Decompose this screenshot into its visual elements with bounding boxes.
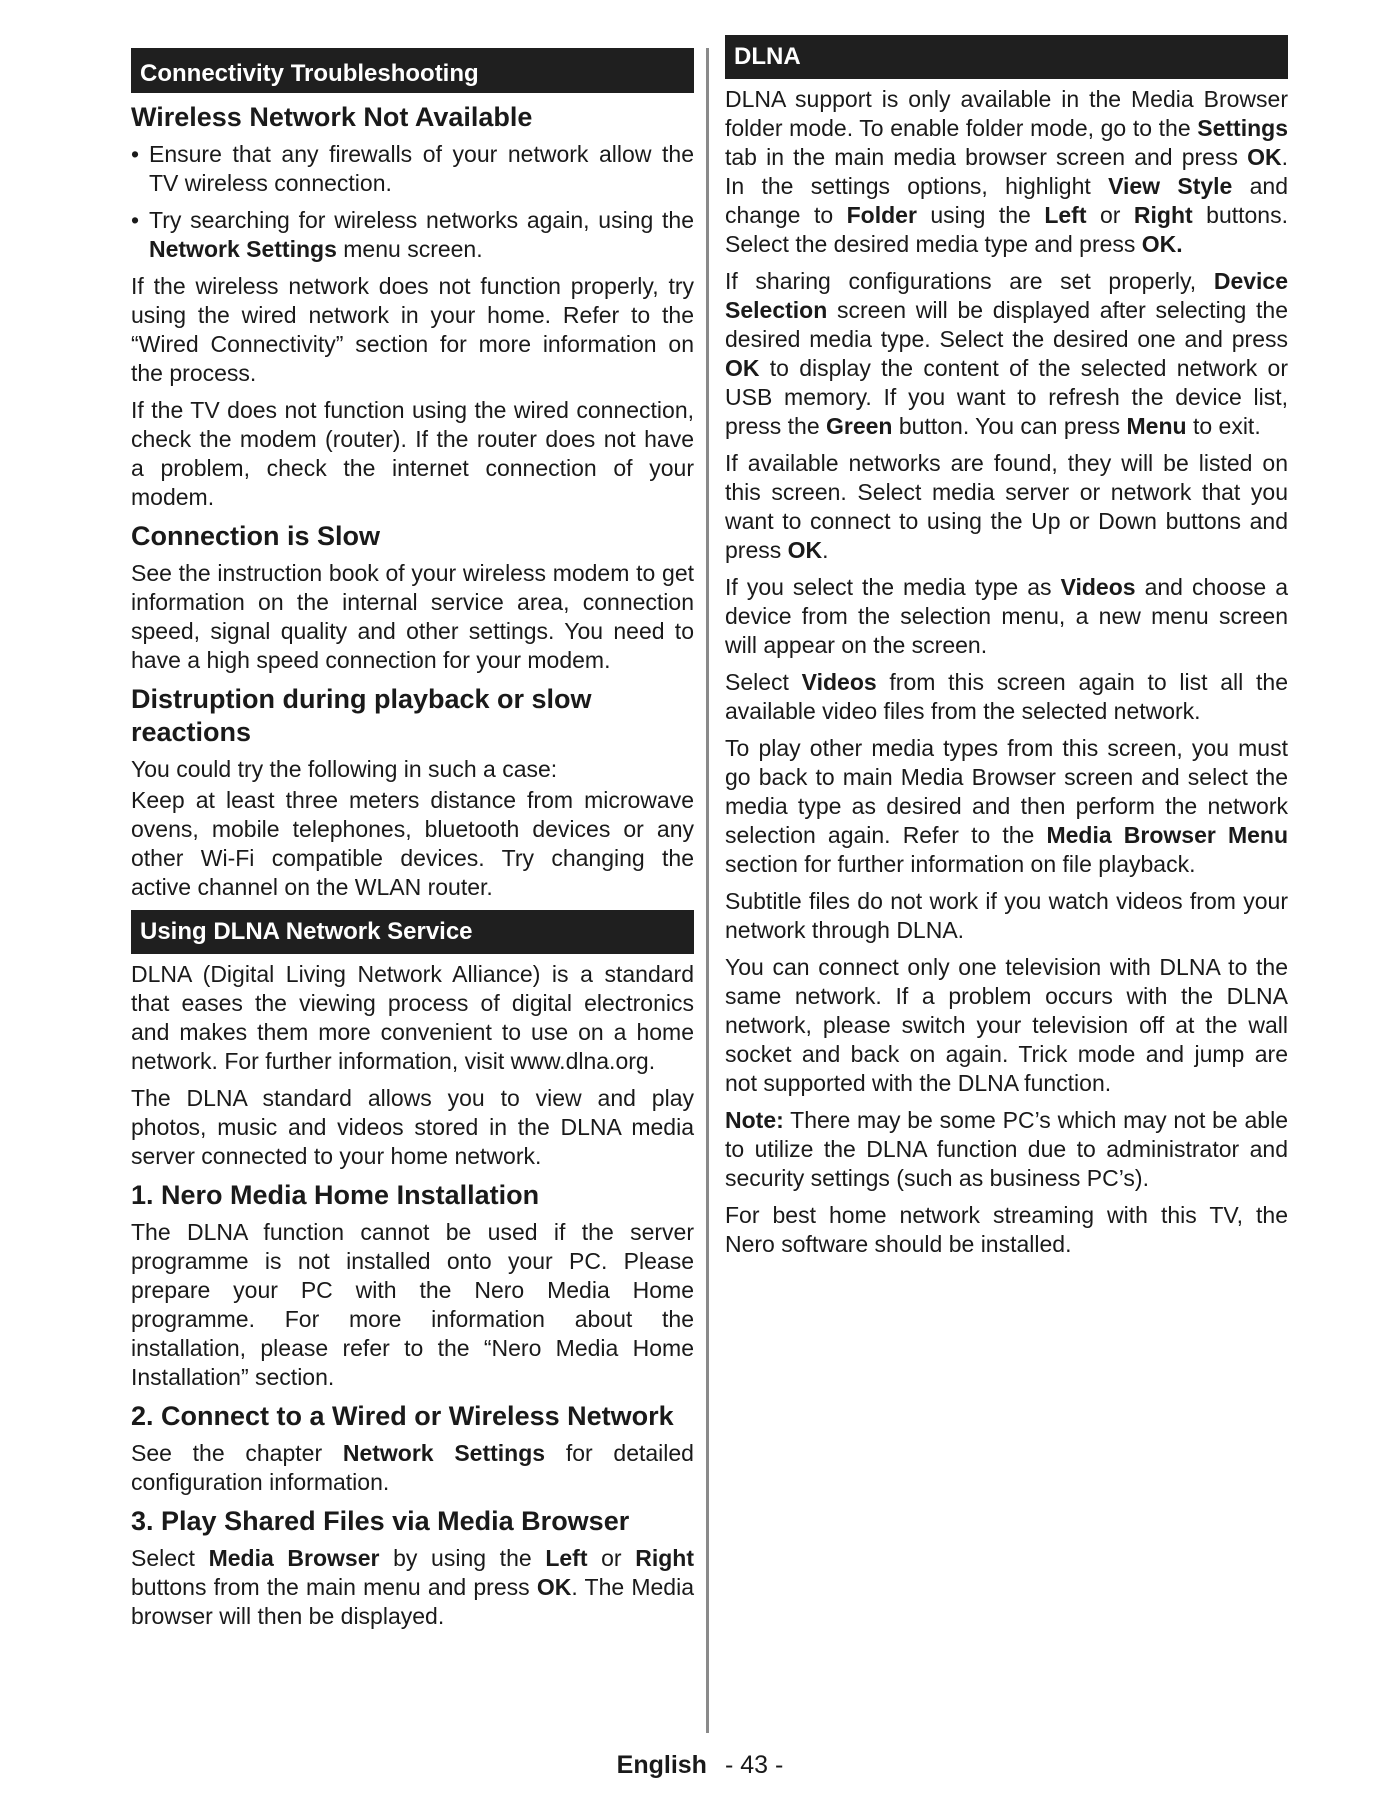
heading-connect-network: 2. Connect to a Wired or Wireless Network	[131, 1401, 674, 1431]
paragraph-connection-slow: See the instruction book of your wireless modem to get information on the internal service area, connection speed, signal quality and other settings. You need to have a high speed connection for your modem.	[131, 560, 694, 673]
heading-nero-installation: 1. Nero Media Home Installation	[131, 1180, 540, 1210]
paragraph-wireless-fail: If the wireless network does not function properly, try using the wired network in your home. Refer to the “Wired Connectivity” section for more information on the process.	[131, 273, 694, 386]
heading-connection-slow: Connection is Slow	[131, 521, 381, 551]
section-header-dlna: DLNA	[725, 35, 1288, 79]
section-header-connectivity-troubleshooting: Connectivity Troubleshooting	[131, 48, 694, 93]
paragraph-one-television: You can connect only one television with DLNA to the same network. If a problem occurs with the DLNA network, please switch your television off at the wall socket and back on again. Trick mode and jump are not supported with the DLNA function.	[725, 954, 1288, 1096]
wireless-tips-list	[131, 140, 694, 264]
paragraph-select-videos: Select Videos from this screen again to list all the available video files from the selected network.	[725, 669, 1288, 724]
paragraph-keep-distance: Keep at least three meters distance from microwave ovens, mobile telephones, bluetooth devices or any other Wi-Fi compatible devices. Try changing the active channel on the WLAN router.	[131, 787, 694, 900]
heading-wireless-not-available: Wireless Network Not Available	[131, 102, 533, 132]
right-column	[725, 35, 1288, 1267]
footer-language: English	[616, 1751, 707, 1779]
paragraph-other-media: To play other media types from this screen, you must go back to main Media Browser screen and select the media type as desired and then perform the network selection again. Refer to the Media Browser Menu section for further information on file playback.	[725, 735, 1289, 877]
paragraph-connect: See the chapter Network Settings for detailed configuration information.	[131, 1440, 694, 1495]
paragraph-try: You could try the following in such a case:	[131, 756, 558, 782]
heading-play-shared-files: 3. Play Shared Files via Media Browser	[131, 1506, 630, 1536]
paragraph-nero-software: For best home network streaming with this TV, the Nero software should be installed.	[725, 1202, 1288, 1257]
list-item: • Try searching for wireless networks again, using the Network Settings menu screen.	[131, 207, 694, 262]
heading-disruption: Distruption during playback or slow reactions	[131, 684, 592, 747]
paragraph-folder-mode: DLNA support is only available in the Media Browser folder mode. To enable folder mode, go to the Settings tab in the main media browser screen and press OK. In the settings options, highlight View Style and change to Folder using the Left or Right buttons. Select the desired media type and press OK.	[725, 86, 1289, 257]
paragraph-play: Select Media Browser by using the Left or Right buttons from the main menu and press OK. The Media browser will then be displayed.	[131, 1545, 695, 1629]
section-header-using-dlna: Using DLNA Network Service	[131, 910, 694, 954]
paragraph-device-selection: If sharing configurations are set properly, Device Selection screen will be displayed after selecting the desired media type. Select the desired one and press OK to display the content of the selected network or USB memory. If you want to refresh the device list, press the Green button. You can press Menu to exit.	[725, 268, 1288, 439]
list-item: • Ensure that any firewalls of your network allow the TV wireless connection.	[131, 141, 694, 196]
paragraph-subtitles: Subtitle files do not work if you watch videos from your network through DLNA.	[725, 888, 1288, 943]
paragraph-available-networks: If available networks are found, they will be listed on this screen. Select media server or network that you want to connect to using the Up or Down buttons and press OK.	[725, 450, 1288, 563]
column-divider	[706, 48, 709, 1733]
paragraph-dlna-intro: DLNA (Digital Living Network Alliance) is a standard that eases the viewing process of digital electronics and makes them more convenient to use on a home network. For further information, visit www.dlna.org.	[131, 961, 694, 1074]
paragraph-dlna-standard: The DLNA standard allows you to view and play photos, music and videos stored in the DLNA media server connected to your home network.	[131, 1085, 694, 1169]
page-number: - 43 -	[724, 1751, 784, 1779]
paragraph-note: Note: There may be some PC’s which may not be able to utilize the DLNA function due to administrator and security settings (such as business PC’s).	[725, 1107, 1288, 1191]
paragraph-wired-fail: If the TV does not function using the wired connection, check the modem (router). If the router does not have a problem, check the internet connection of your modem.	[131, 397, 694, 510]
page-footer	[0, 1751, 1400, 1780]
left-column	[131, 35, 694, 1639]
paragraph-nero: The DLNA function cannot be used if the server programme is not installed onto your PC. Please prepare your PC with the Nero Media Home programme. For more information about the installation, please refer to the “Nero Media Home Installation” section.	[131, 1219, 694, 1390]
paragraph-videos-type: If you select the media type as Videos and choose a device from the selection menu, a new menu screen will appear on the screen.	[725, 574, 1288, 658]
